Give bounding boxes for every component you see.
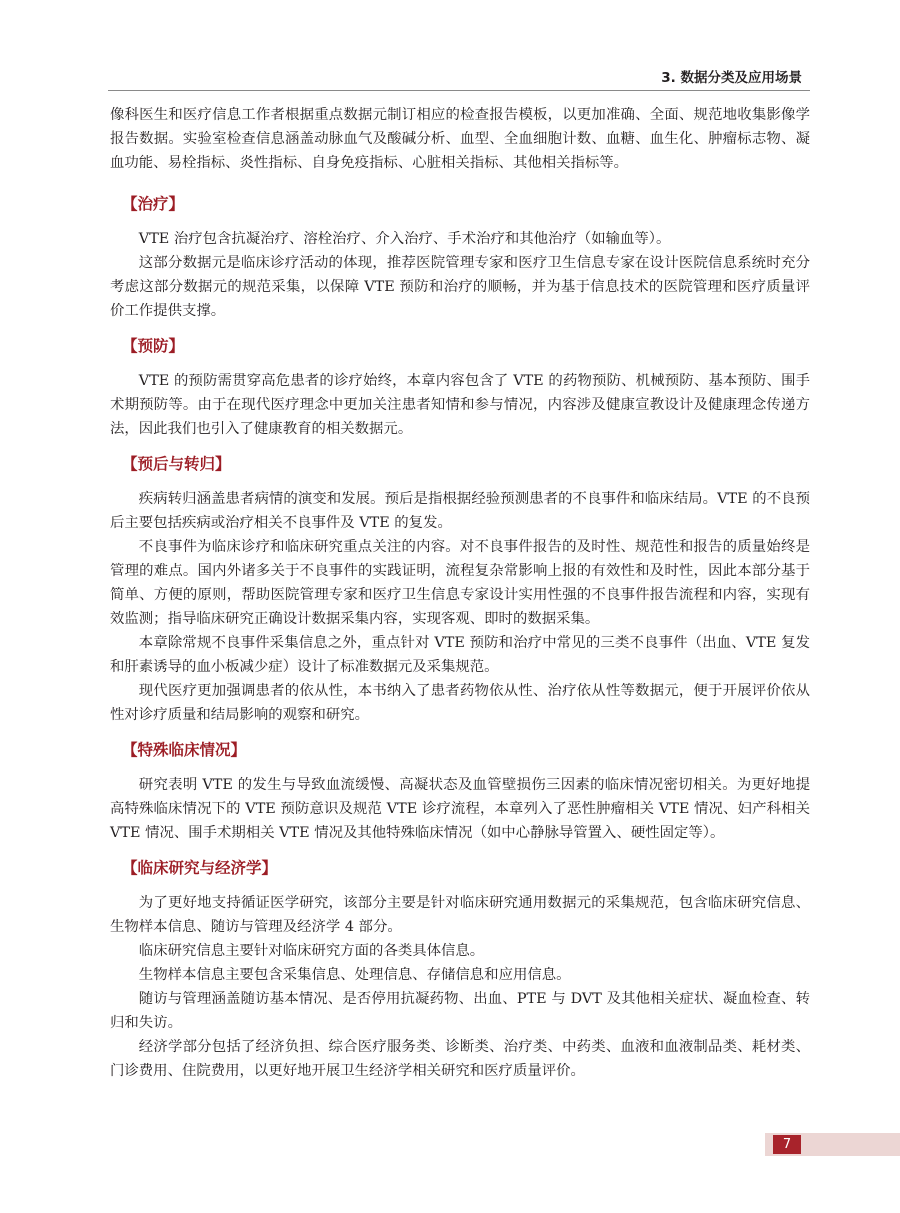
- page-number: 7: [773, 1135, 801, 1154]
- heading-research-economics: 【临床研究与经济学】: [122, 859, 278, 877]
- research-paragraph-3: 生物样本信息主要包含采集信息、处理信息、存储信息和应用信息。: [138, 967, 571, 983]
- research-paragraph-4: 随访与管理涵盖随访基本情况、是否停用抗凝药物、出血、PTE 与 DVT 及其他相关症状、凝血检查、转归和失访。: [110, 991, 810, 1031]
- section-title: 3. 数据分类及应用场景: [661, 70, 802, 86]
- heading-prognosis: 【预后与转归】: [122, 455, 231, 473]
- heading-treatment: 【治疗】: [122, 195, 185, 213]
- treatment-paragraph-1: VTE 治疗包含抗凝治疗、溶栓治疗、介入治疗、手术治疗和其他治疗（如输血等）。: [138, 231, 671, 247]
- treatment-paragraph-2: 这部分数据元是临床诊疗活动的体现，推荐医院管理专家和医疗卫生信息专家在设计医院信息系统时充分考虑这部分数据元的规范采集，以保障 VTE 预防和治疗的顺畅，并为基于信息技术的医院管理和医疗质量评价工作提供支撑。: [110, 255, 810, 319]
- research-paragraph-2: 临床研究信息主要针对临床研究方面的各类具体信息。: [138, 943, 485, 959]
- prevention-paragraph-1: VTE 的预防需贯穿高危患者的诊疗始终，本章内容包含了 VTE 的药物预防、机械预防、基本预防、围手术期预防等。由于在现代医疗理念中更加关注患者知情和参与情况，内容涉及健康宣教设计及健康理念传递方法，因此我们也引入了健康教育的相关数据元。: [110, 373, 810, 437]
- page-body: [110, 103, 810, 1083]
- running-header: [108, 60, 810, 91]
- special-paragraph-1: 研究表明 VTE 的发生与导致血流缓慢、高凝状态及血管壁损伤三因素的临床情况密切相关。为更好地提高特殊临床情况下的 VTE 预防意识及规范 VTE 诊疗流程，本章列入了恶性肿瘤相关 VTE 情况、妇产科相关 VTE 情况、围手术期相关 VTE 情况及其他特殊临床情况（如中心静脉导管置入、硬性固定等）。: [110, 777, 810, 841]
- heading-prevention: 【预防】: [122, 337, 185, 355]
- intro-paragraph: 像科医生和医疗信息工作者根据重点数据元制订相应的检查报告模板，以更加准确、全面、规范地收集影像学报告数据。实验室检查信息涵盖动脉血气及酸碱分析、血型、全血细胞计数、血糖、血生化、肿瘤标志物、凝血功能、易栓指标、炎性指标、自身免疫指标、心脏相关指标、其他相关指标等。: [110, 107, 810, 171]
- research-paragraph-5: 经济学部分包括了经济负担、综合医疗服务类、诊断类、治疗类、中药类、血液和血液制品类、耗材类、门诊费用、住院费用，以更好地开展卫生经济学相关研究和医疗质量评价。: [110, 1039, 810, 1079]
- prognosis-paragraph-2: 不良事件为临床诊疗和临床研究重点关注的内容。对不良事件报告的及时性、规范性和报告的质量始终是管理的难点。国内外诸多关于不良事件的实践证明，流程复杂常影响上报的有效性和及时性，因此本部分基于简单、方便的原则，帮助医院管理专家和医疗卫生信息专家设计实用性强的不良事件报告流程和内容，实现有效监测；指导临床研究正确设计数据采集内容，实现客观、即时的数据采集。: [110, 539, 810, 627]
- prognosis-paragraph-3: 本章除常规不良事件采集信息之外，重点针对 VTE 预防和治疗中常见的三类不良事件（出血、VTE 复发和肝素诱导的血小板减少症）设计了标准数据元及采集规范。: [110, 635, 810, 675]
- research-paragraph-1: 为了更好地支持循证医学研究，该部分主要是针对临床研究通用数据元的采集规范，包含临床研究信息、生物样本信息、随访与管理及经济学 4 部分。: [110, 895, 810, 935]
- prognosis-paragraph-1: 疾病转归涵盖患者病情的演变和发展。预后是指根据经验预测患者的不良事件和临床结局。VTE 的不良预后主要包括疾病或治疗相关不良事件及 VTE 的复发。: [110, 491, 810, 531]
- prognosis-paragraph-4: 现代医疗更加强调患者的依从性，本书纳入了患者药物依从性、治疗依从性等数据元，便于开展评价依从性对诊疗质量和结局影响的观察和研究。: [110, 683, 810, 723]
- heading-special-clinical: 【特殊临床情况】: [122, 741, 247, 759]
